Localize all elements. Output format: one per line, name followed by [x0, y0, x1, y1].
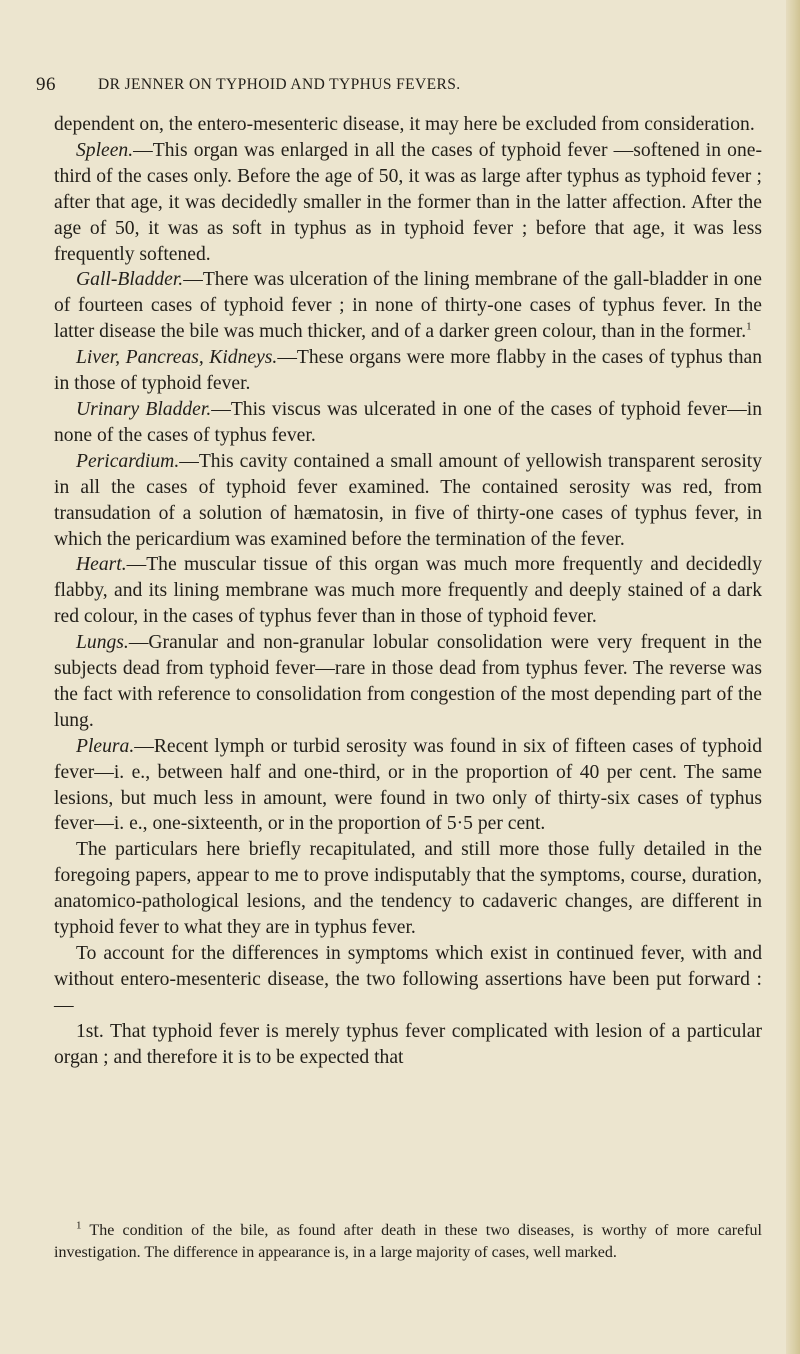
section-term: Heart.: [76, 554, 127, 576]
paragraph-heart: Heart.—The muscular tissue of this organ was much more frequently and decidedly flabby, and its lining membrane was much more frequently and deeply stained of a dark red colour, in the cases of typhus fever than in those of typhoid fever.: [54, 554, 762, 628]
page-number: 96: [36, 74, 56, 95]
paragraph-pericardium: Pericardium.—This cavity contained a small amount of yellowish transparent serosity in all the cases of typhoid fever examined. The contained serosity was red, from transudation of a solution of hæmatosin, in five of thirty-one cases of typhus fever, in which the pericardium was examined before the termination of the fever.: [54, 450, 762, 550]
paragraph: To account for the differences in symptoms which exist in continued fever, with and without entero-mesenteric disease, the two following assertions have been put forward :—: [54, 943, 762, 1016]
section-term: Liver, Pancreas, Kidneys.: [76, 347, 278, 369]
section-term: Pericardium.: [76, 450, 180, 472]
paragraph: The particulars here briefly recapitulated, and still more those fully detailed in the foregoing papers, appear to me to prove indisputably that the symptoms, course, duration, anatomico-pathological lesions, and the tendency to cadaveric changes, are different in typhoid fever to what they are in typhus fever.: [54, 839, 762, 939]
footnote-ref: 1: [746, 320, 752, 333]
paragraph-pleura: Pleura.—Recent lymph or turbid serosity was found in six of fifteen cases of typhoid fever—i. e., between half and one-third, or in the proportion of 40 per cent. The same lesions, but much less in amount, were found in two only of thirty-six cases of typhus fever—i. e., one-sixteenth, or in the proportion of 5·5 per cent.: [54, 735, 762, 835]
paragraph-gall-bladder: Gall-Bladder.—There was ulceration of the lining membrane of the gall-bladder in one of fourteen cases of typhoid fever ; in none of thirty-one cases of typhus fever. In the latter disease the bile was much thicker, and of a darker green colour, than in the former.$^1$: [54, 269, 762, 343]
footnote: [54, 1220, 762, 1263]
running-title: DR JENNER ON TYPHOID AND TYPHUS FEVERS.: [98, 76, 461, 93]
section-term: Spleen.: [76, 139, 134, 161]
paragraph: 1st. That typhoid fever is merely typhus fever complicated with lesion of a particular organ ; and therefore it is to be expected that: [54, 1020, 762, 1068]
footnote-marker: 1: [76, 1219, 82, 1232]
section-term: Urinary Bladder.: [76, 398, 212, 420]
section-term: Lungs.: [76, 632, 129, 654]
paragraph-spleen: Spleen.—This organ was enlarged in all the cases of typhoid fever —softened in one-third of the cases only. Before the age of 50, it was as large after typhus as typhoid fever ; after that age, it was decidedly smaller in the former than in the latter affection. After the age of 50, it was as soft in typhus as in typhoid fever ; before that age, it was less frequently softened.: [54, 139, 762, 265]
section-term: Gall-Bladder.: [76, 269, 184, 291]
paragraph-lungs: Lungs.—Granular and non-granular lobular consolidation were very frequent in the subjects dead from typhoid fever—rare in those dead from typhus fever. The reverse was the fact with reference to consolidation from congestion of the most depending part of the lung.: [54, 632, 762, 731]
paragraph-urinary-bladder: Urinary Bladder.—This viscus was ulcerated in one of the cases of typhoid fever—in none of the cases of typhus fever.: [54, 398, 762, 446]
body-text: [54, 112, 762, 1071]
paragraph-liver: Liver, Pancreas, Kidneys.—These organs were more flabby in the cases of typhus than in those of typhoid fever.: [54, 347, 762, 395]
footnote-text: The condition of the bile, as found after death in these two diseases, is worthy of more careful investigation. The difference in appearance is, in a large majority of cases, well marked.: [54, 1222, 762, 1261]
paragraph: dependent on, the entero-mesenteric disease, it may here be excluded from consideration.: [54, 114, 755, 135]
section-term: Pleura.: [76, 735, 135, 757]
page-edge: [786, 0, 800, 1354]
